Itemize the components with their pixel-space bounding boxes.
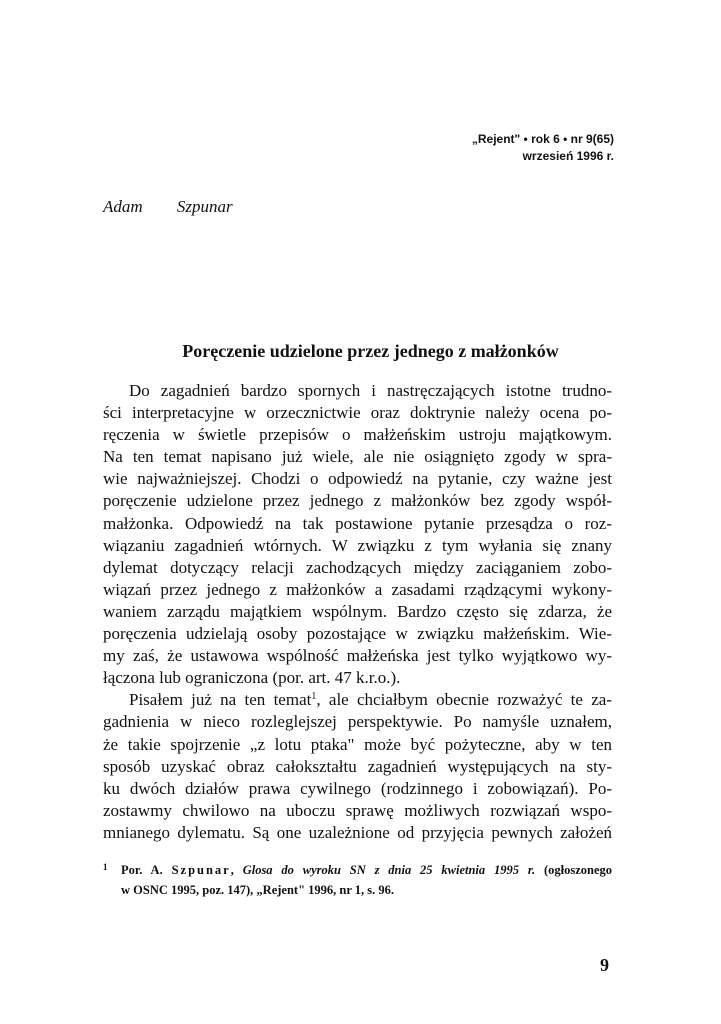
footnote <box>103 860 612 900</box>
footnote-author: Szpunar <box>171 863 231 877</box>
page-number: 9 <box>600 955 609 975</box>
journal-header <box>472 131 614 165</box>
text-line <box>103 689 612 711</box>
footnote-number: 1 <box>103 862 108 872</box>
text-line: Na ten temat napisano już wiele, ale nie osiągnięto zgody w spra- <box>103 447 612 467</box>
text-line: wie najważniejszej. Chodzi o odpowiedź na pytanie, czy ważne jest <box>103 469 612 489</box>
paragraph-2 <box>103 689 612 844</box>
author-name <box>103 197 233 217</box>
paragraph-1 <box>103 380 612 689</box>
text-line: dylemat dotyczący relacji zachodzących między zaciąganiem zobo- <box>103 557 612 577</box>
text-line: poręczenie udzielone przez jednego z małżonków bez zgody współ- <box>103 491 612 511</box>
text-line: my zaś, że ustawowa wspólność małżeńska jest tylko wyjątkowo wy- <box>103 646 612 666</box>
text-line: że takie spojrzenie „z lotu ptaka" może być pożyteczne, aby w ten <box>103 734 612 754</box>
text-line: poręczenia udzielają osoby pozostające w związku małżeńskim. Wie- <box>103 624 612 644</box>
text-line: ści interpretacyjne w orzecznictwie oraz doktrynie należy ocena po- <box>103 403 612 423</box>
text-line: ręczenia w świetle przepisów o małżeńskim ustroju majątkowym. <box>103 425 612 445</box>
journal-date: wrzesień 1996 r. <box>522 149 614 163</box>
text-segment: , ale chciałbym obecnie rozważyć te za- <box>316 690 612 710</box>
text-line: gadnienia w nieco rozleglejszej perspektywie. Po namyśle uznałem, <box>103 712 612 732</box>
footnote-title: Glosa do wyroku SN z dnia 25 kwietnia 1995 r. <box>242 863 536 877</box>
journal-issue: „Rejent" • rok 6 • nr 9(65) <box>471 132 614 146</box>
text-line: sposób uzyskać obraz całokształtu zagadnień występujących na sty- <box>103 756 612 776</box>
footnote-line: w OSNC 1995, poz. 147), „Rejent" 1996, nr 1, s. 96. <box>121 883 395 897</box>
text-line: wiązaniu zagadnień wtórnych. W związku z tym wyłania się znany <box>103 535 612 555</box>
text-line: waniem zarządu majątkiem wspólnym. Bardzo często się zdarza, że <box>103 601 612 621</box>
article-body <box>103 380 612 844</box>
text-line: zostawmy chwilowo na uboczu sprawę możliwych rozwiązań wspo- <box>103 800 612 820</box>
footnote-reference[interactable]: 1 <box>311 691 317 703</box>
text-line: ku dwóch działów prawa cywilnego (rodzinnego i zobowiązań). Po- <box>103 778 612 798</box>
text-line: wiązań przez jednego z małżonków a zasadami rządzącymi wykony- <box>103 579 612 599</box>
footnote-separator: , <box>230 863 234 877</box>
author-last-name: Szpunar <box>176 197 233 216</box>
text-line: Do zagadnień bardzo spornych i nastręczających istotne trudno- <box>129 381 612 400</box>
text-line: małżonka. Odpowiedź na tak postawione pytanie przesądza o roz- <box>103 513 612 533</box>
text-line: mnianego dylematu. Są one uzależnione od przyjęcia pewnych założeń <box>103 822 612 842</box>
text-line: łączona lub ograniczona (por. art. 47 k.r.o.). <box>103 668 401 688</box>
footnote-text: (ogłoszonego <box>543 863 613 877</box>
article-title: Poręczenie udzielone przez jednego z małżonków <box>182 341 559 361</box>
footnote-line <box>103 860 612 880</box>
footnote-prefix: Por. A. <box>121 863 163 877</box>
text-segment: Pisałem już na ten temat <box>129 690 312 710</box>
author-first-name: Adam <box>103 197 143 216</box>
